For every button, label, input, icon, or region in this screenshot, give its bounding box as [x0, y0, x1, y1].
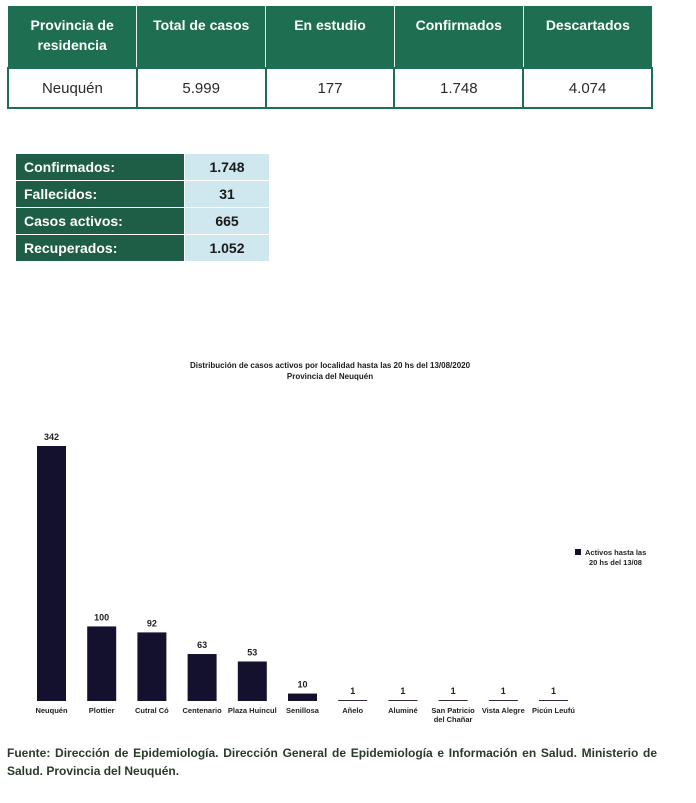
cell-descartados: 4.074	[523, 68, 652, 108]
status-table	[16, 154, 269, 262]
data-label: 1	[550, 686, 557, 697]
x-tick-label: Plaza Huincul	[227, 706, 277, 715]
status-row-confirmados	[16, 154, 269, 181]
status-value: 31	[185, 181, 270, 208]
status-value: 665	[185, 208, 270, 235]
data-label: 1	[400, 686, 406, 697]
legend-label: 20 hs del 13/08	[589, 558, 642, 567]
data-label: 53	[247, 647, 258, 658]
header-descartados: Descartados	[523, 6, 652, 68]
x-tick-label: Picún Leufú	[532, 706, 575, 715]
data-label: 342	[43, 432, 60, 442]
status-label: Confirmados:	[16, 154, 185, 181]
bar-1	[87, 626, 116, 701]
legend-label: Activos hasta las	[585, 548, 647, 557]
data-label: 100	[94, 612, 110, 623]
cell-total: 5.999	[137, 68, 266, 108]
status-value: 1.748	[185, 154, 270, 181]
data-label: 1	[500, 686, 506, 697]
x-tick-label: Vista Alegre	[481, 706, 525, 715]
bar-10	[539, 700, 568, 701]
x-tick-label: San Patricio	[431, 706, 475, 715]
active-cases-chart	[0, 350, 696, 735]
bar-0	[37, 446, 66, 701]
data-label: 63	[197, 640, 208, 651]
data-label: 1	[350, 686, 356, 697]
status-value: 1.052	[185, 235, 270, 262]
legend	[575, 548, 646, 567]
cell-confirmados: 1.748	[394, 68, 523, 108]
x-tick-label: Centenario	[182, 706, 222, 715]
x-tick-label: Senillosa	[286, 706, 319, 715]
chart-title: Distribución de casos activos por localidad hasta las 20 hs del 13/08/2020	[189, 361, 471, 370]
data-label: 1	[450, 686, 456, 697]
table-row	[8, 68, 652, 108]
x-tick-label: Neuquén	[35, 706, 68, 715]
data-label: 92	[146, 618, 157, 629]
bar-9	[489, 700, 518, 701]
bar-7	[388, 700, 417, 701]
cell-provincia: Neuquén	[8, 68, 137, 108]
status-row-fallecidos	[16, 181, 269, 208]
bar-6	[338, 700, 367, 701]
chart-subtitle: Provincia del Neuquén	[286, 372, 374, 381]
header-en-estudio: En estudio	[266, 6, 395, 68]
status-label: Fallecidos:	[16, 181, 185, 208]
summary-header-row	[8, 6, 652, 68]
x-tick-label: Aluminé	[388, 706, 418, 715]
header-provincia: Provincia de residencia	[8, 6, 137, 68]
x-tick-label: del Chañar	[433, 715, 473, 724]
header-confirmados: Confirmados	[394, 6, 523, 68]
status-label: Casos activos:	[16, 208, 185, 235]
cell-en-estudio: 177	[266, 68, 395, 108]
data-label: 10	[297, 679, 308, 690]
status-row-casos-activos	[16, 208, 269, 235]
x-tick-label: Plottier	[88, 706, 115, 715]
source-footnote: Fuente: Dirección de Epidemiología. Dirección General de Epidemiología e Información en Salud. Ministerio de Salud. Provincia del Neuquén.	[7, 746, 657, 778]
bar-3	[188, 654, 217, 701]
x-tick-label: Cutral Có	[135, 706, 169, 715]
summary-table	[7, 6, 653, 109]
bar-2	[137, 632, 166, 701]
legend-swatch	[575, 549, 581, 555]
status-row-recuperados	[16, 235, 269, 262]
bar-4	[238, 661, 267, 701]
bar-8	[439, 700, 468, 701]
status-label: Recuperados:	[16, 235, 185, 262]
bar-5	[288, 694, 317, 701]
plot-area	[35, 432, 575, 724]
header-total: Total de casos	[137, 6, 266, 68]
x-tick-label: Añelo	[342, 706, 364, 715]
